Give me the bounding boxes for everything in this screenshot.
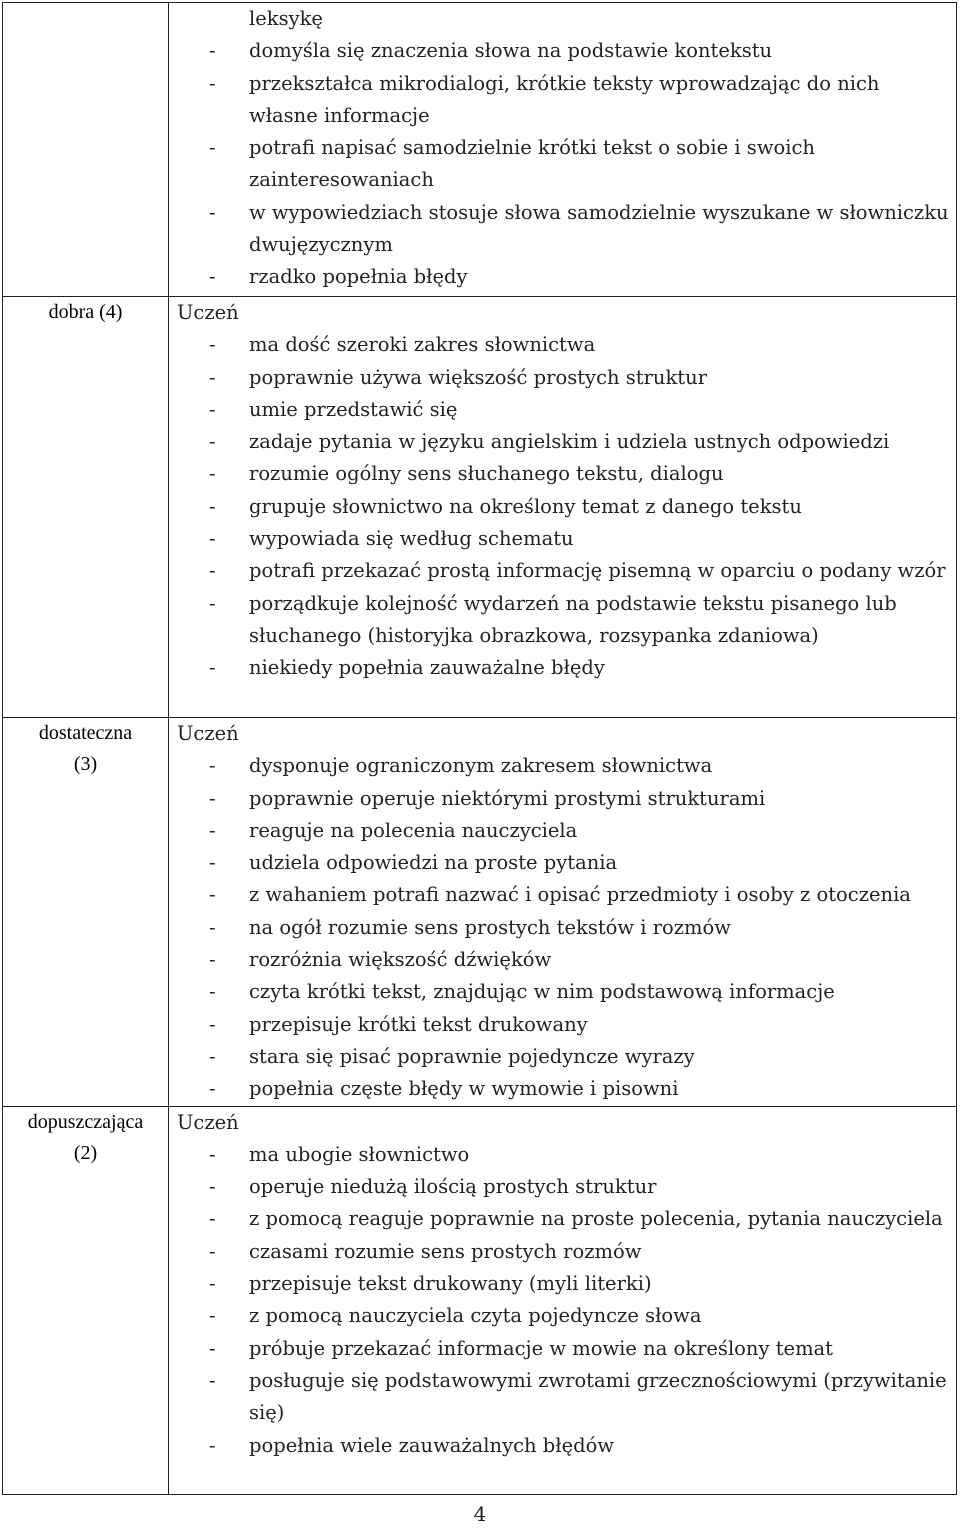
dash-bullet: - — [209, 851, 216, 875]
list-item — [169, 1203, 956, 1235]
grade-cell — [3, 1106, 169, 1494]
table-row — [3, 3, 957, 297]
list-item — [169, 1139, 956, 1171]
criteria-cell — [169, 718, 957, 1107]
list-item-text: reaguje na polecenia nauczyciela — [249, 818, 578, 842]
criteria-list — [169, 35, 956, 293]
dash-bullet: - — [209, 1175, 216, 1199]
list-item-text: posługuje się podstawowymi zwrotami grzecznościowymi (przywitanie się) — [249, 1368, 947, 1425]
list-item — [169, 1041, 956, 1073]
grade-label: dobra (4) — [48, 301, 123, 323]
list-item — [169, 879, 956, 911]
dash-bullet: - — [209, 1304, 216, 1328]
list-item — [169, 261, 956, 293]
list-item-text: przepisuje tekst drukowany (myli literki) — [249, 1272, 652, 1296]
dash-bullet: - — [209, 1142, 216, 1166]
list-item-text: udziela odpowiedzi na proste pytania — [249, 851, 618, 875]
grading-criteria-table — [2, 2, 957, 1495]
dash-bullet: - — [209, 818, 216, 842]
grade-number: (3) — [73, 753, 98, 775]
list-item — [169, 68, 956, 133]
dash-bullet: - — [209, 71, 216, 95]
dash-bullet: - — [209, 754, 216, 778]
list-item — [169, 815, 956, 847]
section-heading: Uczeń — [177, 722, 239, 745]
criteria-list — [169, 750, 956, 1105]
list-item — [169, 394, 956, 426]
dash-bullet: - — [209, 397, 216, 421]
list-item-text: czyta krótki tekst, znajdując w nim podstawową informacje — [249, 980, 835, 1004]
grade-cell-empty — [3, 3, 169, 297]
list-item-text: rozumie ogólny sens słuchanego tekstu, dialogu — [249, 462, 724, 486]
list-item — [169, 944, 956, 976]
list-item-text: rzadko popełnia błędy — [249, 265, 468, 289]
criteria-cell — [169, 3, 957, 297]
list-item — [169, 750, 956, 782]
dash-bullet: - — [209, 1336, 216, 1360]
dash-bullet: - — [209, 1044, 216, 1068]
dash-bullet: - — [209, 462, 216, 486]
list-item — [169, 523, 956, 555]
list-item-text: z pomocą reaguje poprawnie na proste polecenia, pytania nauczyciela — [249, 1207, 943, 1231]
list-item-text: ma ubogie słownictwo — [249, 1142, 470, 1166]
dash-bullet: - — [209, 559, 216, 583]
list-item-text: zadaje pytania w języku angielskim i udziela ustnych odpowiedzi — [249, 430, 890, 454]
dash-bullet: - — [209, 591, 216, 615]
grade-cell — [3, 297, 169, 718]
list-item-text: umie przedstawić się — [249, 397, 458, 421]
list-item-text: czasami rozumie sens prostych rozmów — [249, 1239, 642, 1263]
list-item-text: operuje niedużą ilością prostych struktur — [249, 1175, 657, 1199]
dash-bullet: - — [209, 1368, 216, 1392]
criteria-list — [169, 329, 956, 684]
list-item-text: z pomocą nauczyciela czyta pojedyncze słowa — [249, 1304, 702, 1328]
list-item — [169, 847, 956, 879]
list-item — [169, 912, 956, 944]
list-item — [169, 1073, 956, 1105]
page-number: 4 — [473, 1502, 487, 1526]
list-item-text: popełnia częste błędy w wymowie i pisowni — [249, 1077, 679, 1101]
dash-bullet: - — [209, 265, 216, 289]
criteria-list — [169, 1139, 956, 1462]
dash-bullet: - — [209, 136, 216, 160]
dash-bullet: - — [209, 948, 216, 972]
table-row — [3, 1106, 957, 1494]
list-item — [169, 1365, 956, 1430]
list-item-text: przepisuje krótki tekst drukowany — [249, 1012, 588, 1036]
list-item — [169, 362, 956, 394]
section-heading: Uczeń — [177, 301, 239, 324]
grade-cell — [3, 718, 169, 1107]
dash-bullet: - — [209, 1012, 216, 1036]
list-item-text: wypowiada się według schematu — [249, 527, 574, 551]
dash-bullet: - — [209, 1433, 216, 1457]
list-item — [169, 783, 956, 815]
list-item-text: rozróżnia większość dźwięków — [249, 948, 552, 972]
list-item — [169, 555, 956, 587]
continued-text: leksykę — [249, 7, 323, 30]
list-item-text: potrafi napisać samodzielnie krótki tekst o sobie i swoich zainteresowaniach — [249, 136, 815, 192]
list-item — [169, 491, 956, 523]
list-item-text: domyśla się znaczenia słowa na podstawie kontekstu — [249, 39, 773, 63]
list-item — [169, 1430, 956, 1462]
list-item-text: w wypowiedziach stosuje słowa samodzielnie wyszukane w słowniczku dwujęzycznym — [249, 200, 949, 257]
list-item — [169, 197, 956, 262]
dash-bullet: - — [209, 1239, 216, 1263]
list-item — [169, 329, 956, 361]
list-item-text: poprawnie operuje niektórymi prostymi strukturami — [249, 786, 766, 810]
list-item-text: grupuje słownictwo na określony temat z danego tekstu — [249, 494, 802, 518]
list-item-text: stara się pisać poprawnie pojedyncze wyrazy — [249, 1044, 695, 1068]
dash-bullet: - — [209, 656, 216, 680]
table-row — [3, 718, 957, 1107]
list-item-text: przekształca mikrodialogi, krótkie teksty wprowadzając do nich własne informacje — [249, 71, 880, 127]
list-item-text: ma dość szeroki zakres słownictwa — [249, 333, 596, 357]
list-item-text: na ogół rozumie sens prostych tekstów i rozmów — [249, 915, 731, 939]
list-item — [169, 588, 956, 653]
dash-bullet: - — [209, 200, 216, 224]
dash-bullet: - — [209, 333, 216, 357]
dash-bullet: - — [209, 1207, 216, 1231]
dash-bullet: - — [209, 883, 216, 907]
list-item — [169, 976, 956, 1008]
list-item-text: dysponuje ograniczonym zakresem słownictwa — [249, 754, 713, 778]
list-item — [169, 1300, 956, 1332]
list-item — [169, 426, 956, 458]
list-item-text: niekiedy popełnia zauważalne błędy — [249, 656, 605, 680]
dash-bullet: - — [209, 430, 216, 454]
criteria-cell — [169, 297, 957, 718]
dash-bullet: - — [209, 527, 216, 551]
list-item — [169, 1009, 956, 1041]
grade-number: (2) — [73, 1141, 98, 1164]
dash-bullet: - — [209, 915, 216, 939]
list-item — [169, 652, 956, 684]
table-row — [3, 297, 957, 718]
dash-bullet: - — [209, 494, 216, 518]
list-item-text: potrafi przekazać prostą informację pisemną w oparciu o podany wzór — [249, 559, 946, 583]
dash-bullet: - — [209, 786, 216, 810]
list-item-text: porządkuje kolejność wydarzeń na podstawie tekstu pisanego lub słuchanego (historyjka obrazkowa, rozsypanka zdaniowa) — [249, 591, 897, 647]
grade-label: dostateczna — [38, 722, 133, 744]
list-item — [169, 1171, 956, 1203]
list-item — [169, 1333, 956, 1365]
dash-bullet: - — [209, 980, 216, 1004]
dash-bullet: - — [209, 365, 216, 389]
dash-bullet: - — [209, 1272, 216, 1296]
list-item — [169, 1268, 956, 1300]
grade-label: dopuszczająca — [27, 1110, 144, 1133]
list-item-text: z wahaniem potrafi nazwać i opisać przedmioty i osoby z otoczenia — [249, 883, 911, 907]
list-item-text: popełnia wiele zauważalnych błędów — [249, 1433, 615, 1457]
list-item — [169, 458, 956, 490]
section-heading: Uczeń — [177, 1110, 239, 1134]
list-item — [169, 132, 956, 197]
dash-bullet: - — [209, 39, 216, 63]
dash-bullet: - — [209, 1077, 216, 1101]
list-item-text: próbuje przekazać informacje w mowie na określony temat — [249, 1336, 834, 1360]
list-item — [169, 1236, 956, 1268]
list-item-text: poprawnie używa większość prostych struktur — [249, 365, 708, 389]
criteria-cell — [169, 1106, 957, 1494]
list-item — [169, 35, 956, 67]
